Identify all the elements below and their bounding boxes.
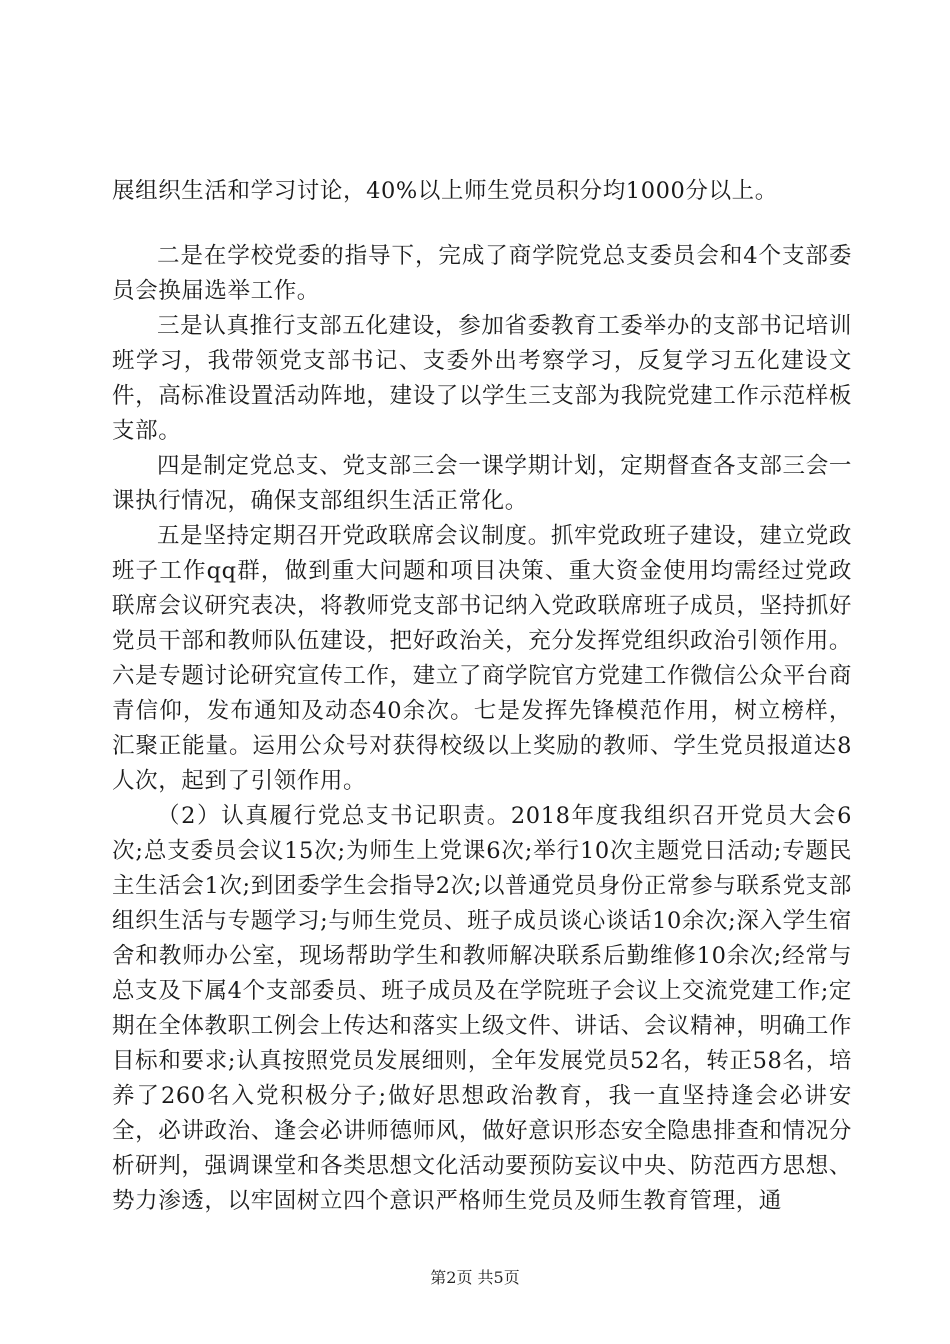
paragraph-item-5: 五是坚持定期召开党政联席会议制度。抓牢党政班子建设，建立党政班子工作qq群，做到重大问题和项目决策、重大资金使用均需经过党政联席会议研究表决，将教师党支部书记纳入党政联席班子成员，坚持抓好党员干部和教师队伍建设，把好政治关，充分发挥党组织政治引领作用。六是专题讨论研究宣传工作，建立了商学院官方党建工作微信公众平台商青信仰，发布通知及动态40余次。七是发挥先锋模范作用，树立榜样，汇聚正能量。运用公众号对获得校级以上奖励的教师、学生党员报道达8人次，起到了引领作用。 xyxy=(112,523,852,794)
paragraph-secretary-duties: （2）认真履行党总支书记职责。2018年度我组织召开党员大会6次;总支委员会议15次;为师生上党课6次;举行10次主题党日活动;专题民主生活会1次;到团委学生会指导2次;以普通党员身份正常参与联系党支部组织生活与专题学习;与师生党员、班子成员谈心谈话10余次;深入学生宿舍和教师办公室，现场帮助学生和教师解决联系后勤维修10余次;经常与总支及下属4个支部委员、班子成员及在学院班子会议上交流党建工作;定期在全体教职工例会上传达和落实上级文件、讲话、会议精神，明确工作目标和要求;认真按照党员发展细则，全年发展党员52名，转正58名，培养了260名入党积极分子;做好思想政治教育，我一直坚持逢会必讲安全，必讲政治、逢会必讲师德师风，做好意识形态安全隐患排查和情况分析研判，强调课堂和各类思想文化活动要预防妄议中央、防范西方思想、势力渗透，以牢固树立四个意识严格师生党员及师生教育管理，通 xyxy=(112,803,852,1214)
document-body xyxy=(112,174,852,1219)
paragraph-continuation: 展组织生活和学习讨论，40%以上师生党员积分均1000分以上。 xyxy=(112,178,778,204)
paragraph-item-4: 四是制定党总支、党支部三会一课学期计划，定期督查各支部三会一课执行情况，确保支部组织生活正常化。 xyxy=(112,453,852,514)
paragraph-item-2: 二是在学校党委的指导下，完成了商学院党总支委员会和4个支部委员会换届选举工作。 xyxy=(112,243,852,304)
paragraph-item-3: 三是认真推行支部五化建设，参加省委教育工委举办的支部书记培训班学习，我带领党支部书记、支委外出考察学习，反复学习五化建设文件，高标准设置活动阵地，建设了以学生三支部为我院党建工作示范样板支部。 xyxy=(112,313,852,444)
page-footer: 第2页 共5页 xyxy=(430,1268,520,1287)
paragraph-gap xyxy=(112,209,852,239)
